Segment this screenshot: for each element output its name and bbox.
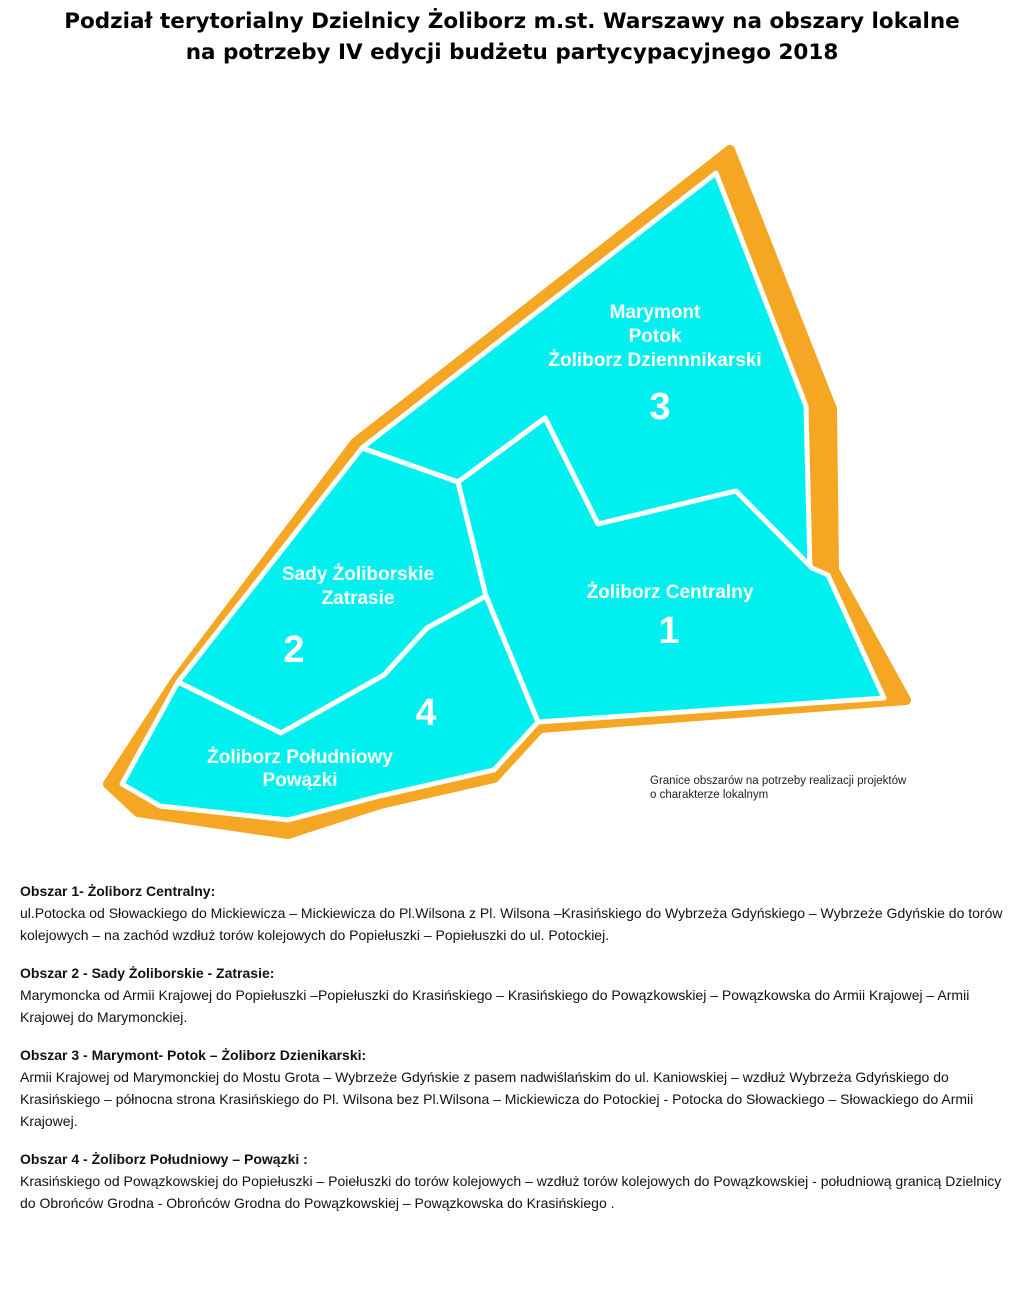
area-1-title: Obszar 1- Żoliborz Centralny: (20, 883, 216, 899)
area-4-text: Krasińskiego od Powązkowskiej do Popiełuszki – Poiełuszki do torów kolejowych – wzdłuż torów kolejowych do Powązkowskiej - południową granicą Dzielnicy do Obrońców Grodna - Obrońców Grodna do Powązkowskiej – Powązkowska do Krasińskiego . (20, 1173, 1002, 1211)
legend-line-2: o charakterze lokalnym (650, 789, 769, 801)
page-title (0, 6, 1024, 68)
region-2-label-line-1: Sady Żoliborskie (281, 564, 435, 585)
area-3-text: Armii Krajowej od Marymonckiej do Mostu Grota – Wybrzeże Gdyńskie z pasem nadwiślańskim do ul. Kaniowskiej – wzdłuż Wybrzeża Gdyńskiego do Krasińskiego – północna strona Krasińskiego do Pl. Wilsona bez Pl.Wilsona – Mickiewicza do Potockiej - Potocka do Słowackiego – Słowackiego do Armii Krajowej. (20, 1069, 974, 1129)
title-line-2: na potrzeby IV edycji budżetu partycypacyjnego 2018 (185, 40, 839, 65)
area-2-title: Obszar 2 - Sady Żoliborskie - Zatrasie: (20, 965, 275, 981)
region-3-number: 3 (649, 386, 671, 428)
region-3-label-line-2: Potok (628, 326, 682, 347)
region-4-label-line-1: Żoliborz Południowy (207, 747, 393, 768)
legend-line-1: Granice obszarów na potrzeby realizacji projektów (650, 775, 907, 787)
area-descriptions (20, 880, 1004, 1230)
region-3-label-line-3: Żoliborz Dziennnikarski (548, 350, 762, 371)
region-4-number: 4 (415, 692, 437, 734)
area-1-block (20, 880, 1004, 946)
district-map (0, 120, 1024, 860)
region-2-label-line-2: Zatrasie (321, 588, 395, 609)
region-2-number: 2 (283, 629, 305, 671)
area-1-text: ul.Potocka od Słowackiego do Mickiewicza – Mickiewicza do Pl.Wilsona z Pl. Wilsona –Krasińskiego do Wybrzeża Gdyńskiego – Wybrzeże Gdyńskie do torów kolejowych – na zachód wzdłuż torów kolejowych do Popiełuszki – Popiełuszki do ul. Potockiej. (20, 905, 1003, 943)
area-2-block (20, 962, 1004, 1028)
region-4-label-line-2: Powązki (262, 770, 338, 791)
area-3-title: Obszar 3 - Marymont- Potok – Żoliborz Dzienikarski: (20, 1047, 367, 1063)
region-1-number: 1 (658, 610, 680, 652)
area-2-text: Marymoncka od Armii Krajowej do Popiełuszki –Popiełuszki do Krasińskiego – Krasińskiego do Powązkowskiej – Powązkowska do Armii Krajowej – Armii Krajowej do Marymonckiej. (20, 987, 970, 1025)
region-3-label-line-1: Marymont (609, 302, 701, 323)
area-4-block (20, 1148, 1004, 1214)
region-1-label-line-1: Żoliborz Centralny (586, 582, 754, 603)
title-line-1: Podział terytorialny Dzielnicy Żoliborz m.st. Warszawy na obszary lokalne (64, 9, 960, 34)
area-3-block (20, 1044, 1004, 1132)
area-4-title: Obszar 4 - Żoliborz Południowy – Powązki : (20, 1151, 308, 1167)
